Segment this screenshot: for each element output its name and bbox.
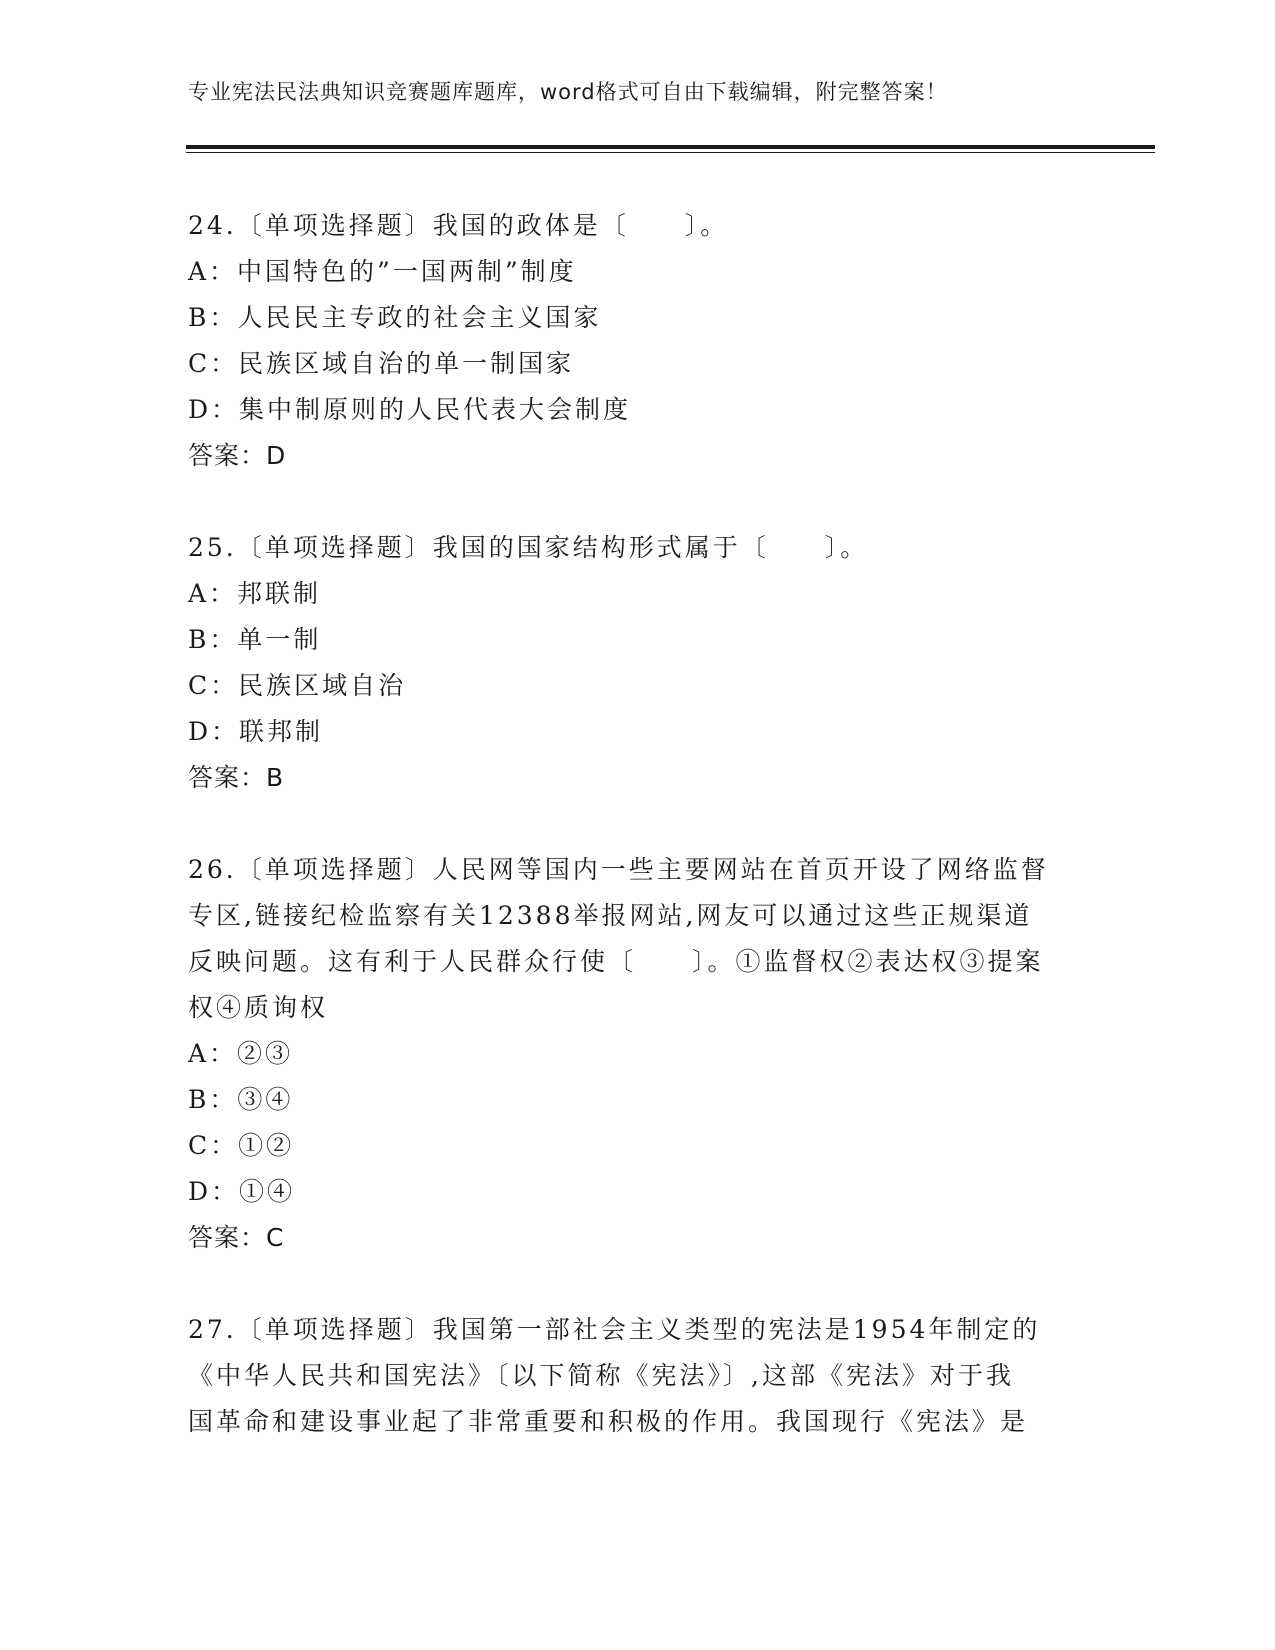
- question-stem: 国革命和建设事业起了非常重要和积极的作用。我国现行《宪法》是: [188, 1407, 1029, 1436]
- option-d: D：集中制原则的人民代表大会制度: [188, 395, 632, 424]
- question-24: [188, 203, 1078, 479]
- option-c: C：①②: [188, 1131, 295, 1160]
- question-25: [188, 525, 1078, 801]
- option-c: C：民族区域自治的单一制国家: [188, 349, 575, 378]
- option-b: B：人民民主专政的社会主义国家: [188, 303, 602, 332]
- question-stem: 专区,链接纪检监察有关12388举报网站,网友可以通过这些正规渠道: [188, 901, 1033, 930]
- option-d: D：①④: [188, 1177, 296, 1206]
- header-rule-thick: [186, 145, 1155, 149]
- answer-line: 答案：D: [188, 441, 287, 470]
- question-stem: 《中华人民共和国宪法》〔以下简称《宪法》〕,这部《宪法》对于我: [188, 1361, 1014, 1390]
- answer-line: 答案：C: [188, 1223, 285, 1252]
- question-stem: 26.〔单项选择题〕人民网等国内一些主要网站在首页开设了网络监督: [188, 855, 1049, 884]
- option-c: C：民族区域自治: [188, 671, 407, 700]
- question-27: [188, 1307, 1078, 1445]
- question-26: [188, 847, 1078, 1261]
- option-b: B：③④: [188, 1085, 294, 1114]
- question-stem: 25.〔单项选择题〕我国的国家结构形式属于〔 〕。: [188, 533, 869, 562]
- option-d: D：联邦制: [188, 717, 324, 746]
- question-stem: 27.〔单项选择题〕我国第一部社会主义类型的宪法是1954年制定的: [188, 1315, 1041, 1344]
- question-stem: 24.〔单项选择题〕我国的政体是〔 〕。: [188, 211, 729, 240]
- option-a: A：中国特色的”一国两制”制度: [188, 257, 577, 286]
- option-a: A：②③: [188, 1039, 294, 1068]
- question-list: [188, 203, 1078, 1491]
- question-stem: 反映问题。这有利于人民群众行使〔 〕。①监督权②表达权③提案: [188, 947, 1044, 976]
- question-stem: 权④质询权: [188, 993, 329, 1022]
- option-a: A：邦联制: [188, 579, 322, 608]
- option-b: B：单一制: [188, 625, 322, 654]
- header-rule-thin: [186, 152, 1155, 153]
- page-header: 专业宪法民法典知识竞赛题库题库，word格式可自由下载编辑，附完整答案！: [188, 80, 948, 104]
- answer-line: 答案：B: [188, 763, 285, 792]
